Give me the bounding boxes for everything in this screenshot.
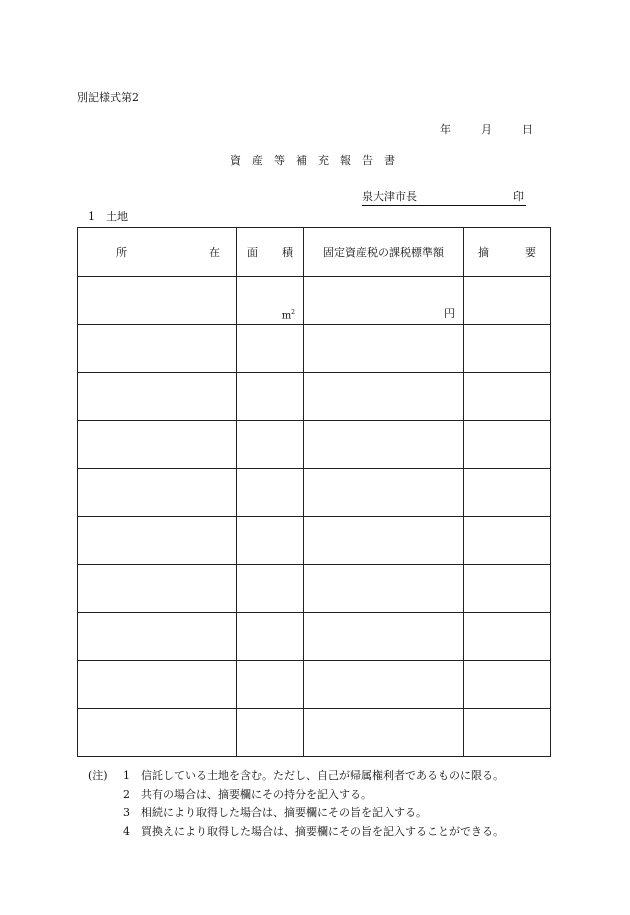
cell-tax-base[interactable] bbox=[304, 325, 464, 373]
seal-mark: 印 bbox=[513, 190, 524, 203]
table-row bbox=[78, 277, 551, 325]
table-row bbox=[78, 661, 551, 709]
addressee-name: 泉大津市長 bbox=[362, 190, 417, 203]
note-item: 4 買換えにより取得した場合は、摘要欄にその旨を記入することができる。 bbox=[123, 825, 504, 839]
table-row bbox=[78, 613, 551, 661]
cell-area[interactable] bbox=[237, 565, 304, 613]
cell-area[interactable] bbox=[237, 373, 304, 421]
cell-remarks[interactable] bbox=[464, 325, 551, 373]
cell-location[interactable] bbox=[78, 421, 237, 469]
notes-lead: (注) bbox=[88, 769, 108, 782]
date-day-label: 日 bbox=[522, 123, 533, 136]
header-location: 所 在 bbox=[78, 228, 237, 277]
date-year-label: 年 bbox=[440, 123, 451, 136]
cell-remarks[interactable] bbox=[464, 277, 551, 325]
date-line bbox=[440, 121, 533, 137]
cell-remarks[interactable] bbox=[464, 613, 551, 661]
date-month-label: 月 bbox=[481, 123, 492, 136]
document-title: 資産等補充報告書 bbox=[230, 154, 406, 167]
cell-location[interactable] bbox=[78, 469, 237, 517]
table-row bbox=[78, 469, 551, 517]
header-area: 面 積 bbox=[237, 228, 304, 277]
cell-remarks[interactable] bbox=[464, 421, 551, 469]
table-row bbox=[78, 565, 551, 613]
cell-area[interactable] bbox=[237, 709, 304, 757]
cell-tax-base[interactable] bbox=[304, 709, 464, 757]
cell-location[interactable] bbox=[78, 661, 237, 709]
cell-remarks[interactable] bbox=[464, 661, 551, 709]
table-row bbox=[78, 709, 551, 757]
land-table bbox=[77, 227, 551, 757]
note-item: (注) 1 信託している土地を含む。ただし、自己が帰属権利者であるものに限る。 bbox=[88, 767, 504, 786]
cell-location[interactable] bbox=[78, 709, 237, 757]
cell-area[interactable] bbox=[237, 613, 304, 661]
cell-location[interactable] bbox=[78, 373, 237, 421]
table-row bbox=[78, 517, 551, 565]
cell-tax-base[interactable] bbox=[304, 469, 464, 517]
cell-area[interactable] bbox=[237, 517, 304, 565]
cell-tax-base[interactable] bbox=[304, 373, 464, 421]
cell-location[interactable] bbox=[78, 565, 237, 613]
cell-location[interactable] bbox=[78, 277, 237, 325]
cell-tax-base[interactable] bbox=[304, 421, 464, 469]
cell-tax-base[interactable] bbox=[304, 565, 464, 613]
cell-area[interactable] bbox=[237, 325, 304, 373]
addressee-line bbox=[362, 188, 526, 206]
cell-location[interactable] bbox=[78, 517, 237, 565]
header-tax-base: 固定資産税の課税標準額 bbox=[304, 228, 464, 277]
cell-tax-base[interactable] bbox=[304, 661, 464, 709]
section-title: 1 土地 bbox=[88, 210, 128, 223]
cell-tax-base[interactable] bbox=[304, 613, 464, 661]
area-unit: $m^2$ bbox=[281, 308, 295, 321]
cell-tax-base[interactable] bbox=[304, 517, 464, 565]
table-row bbox=[78, 325, 551, 373]
cell-tax-base[interactable] bbox=[304, 277, 464, 325]
cell-remarks[interactable] bbox=[464, 373, 551, 421]
note-item: 3 相続により取得した場合は、摘要欄にその旨を記入する。 bbox=[123, 806, 427, 820]
cell-area[interactable] bbox=[237, 421, 304, 469]
yen-unit: 円 bbox=[444, 307, 455, 320]
cell-location[interactable] bbox=[78, 613, 237, 661]
cell-area[interactable] bbox=[237, 661, 304, 709]
cell-remarks[interactable] bbox=[464, 565, 551, 613]
cell-area[interactable] bbox=[237, 277, 304, 325]
table-header-row bbox=[78, 228, 551, 277]
notes-block bbox=[88, 767, 504, 842]
form-label: 別記様式第2 bbox=[77, 91, 139, 104]
header-remarks: 摘 要 bbox=[464, 228, 551, 277]
cell-location[interactable] bbox=[78, 325, 237, 373]
cell-area[interactable] bbox=[237, 469, 304, 517]
note-item: 2 共有の場合は、摘要欄にその持分を記入する。 bbox=[123, 787, 372, 801]
cell-remarks[interactable] bbox=[464, 517, 551, 565]
table-row bbox=[78, 421, 551, 469]
cell-remarks[interactable] bbox=[464, 709, 551, 757]
table-row bbox=[78, 373, 551, 421]
cell-remarks[interactable] bbox=[464, 469, 551, 517]
